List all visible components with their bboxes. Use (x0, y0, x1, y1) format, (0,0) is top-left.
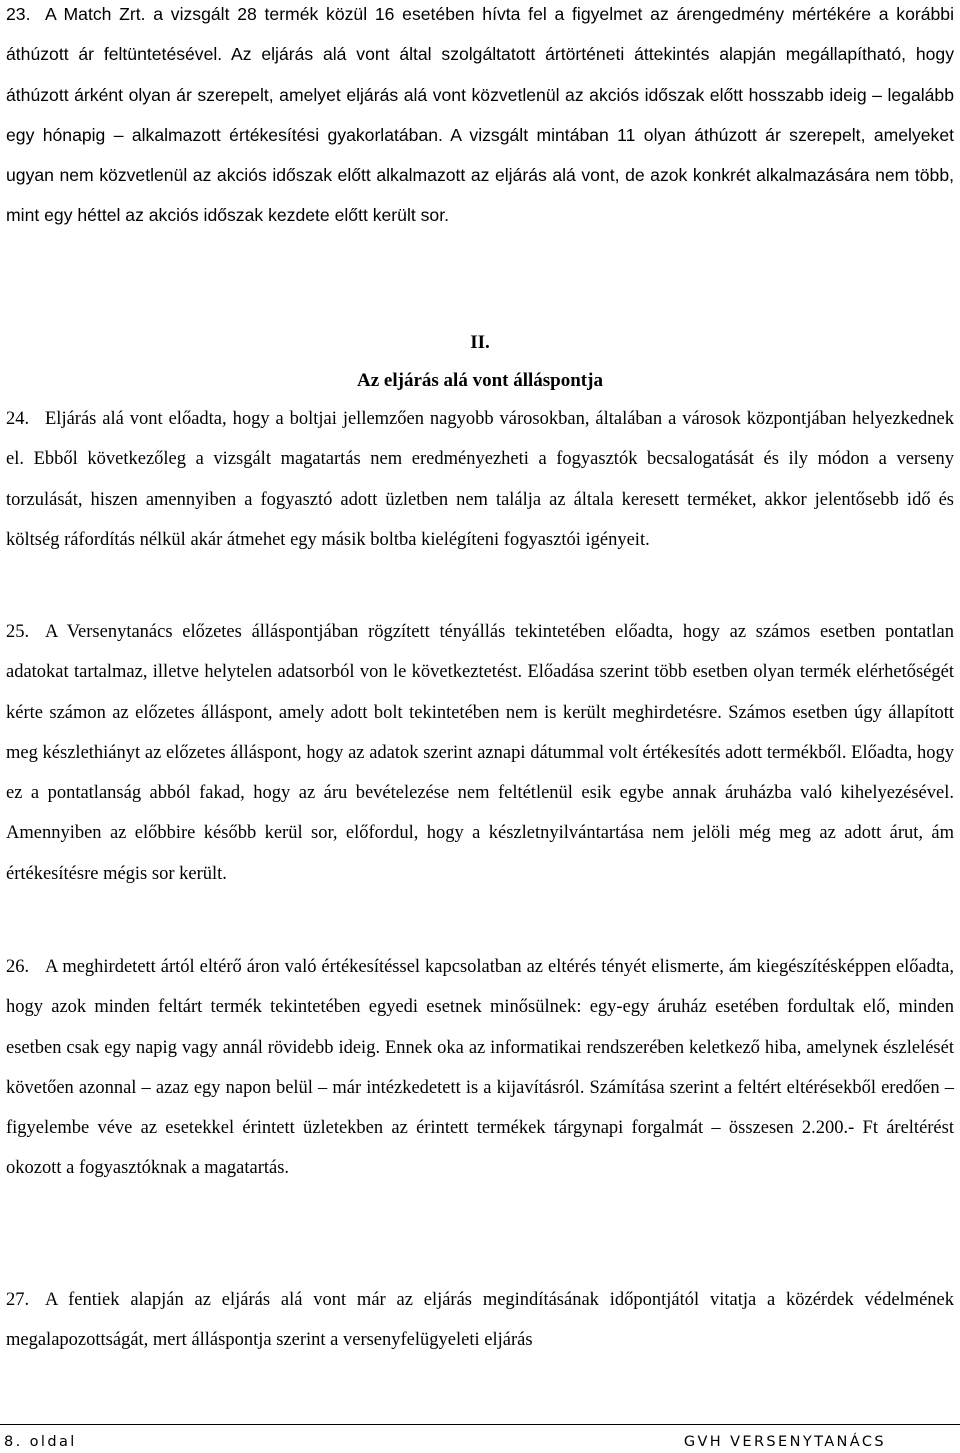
paragraph-number: 27. (6, 1290, 30, 1310)
paragraph-number: 26. (6, 957, 30, 977)
footer-organization: GVH VERSENYTANÁCS (683, 1434, 886, 1450)
paragraph-text: Eljárás alá vont előadta, hogy a boltjai jellemzően nagyobb városokban, általában a városok központjában helyezkednek el. Ebből következőleg a vizsgált magatartás nem eredményezheti a fogyasztók becsalogatását és ily módon a verseny torzulását, hiszen amennyiben a fogyasztó adott üzletben nem találja az általa keresett terméket, akkor jelentősebb idő és költség ráfordítás nélkül akár átmehet egy másik boltba kielégíteni fogyasztói igényeit. (6, 409, 954, 550)
paragraph-number: 23. (6, 4, 31, 24)
paragraph-text: A meghirdetett ártól eltérő áron való értékesítéssel kapcsolatban az eltérés tényét elismerte, ám kiegészítésképpen előadta, hogy azok minden feltárt termék tekintetében egyedi esetnek minősülnek: egy-egy áruház esetében fordultak elő, minden esetben csak egy napig vagy annál rövidebb ideig. Ennek oka az informatikai rendszerében keletkező hiba, amelynek észlelését követően azonnal – azaz egy napon belül – már intézkedetett is a kijavításról. Számítása szerint a feltért eltérésekből eredően – figyelembe véve az esetekkel érintett üzletekben az érintett termékek tárgynapi forgalmát – összesen 2.200.- Ft áreltérést okozott a fogyasztóknak a magatartás. (6, 957, 954, 1179)
paragraph-number: 24. (6, 409, 30, 429)
paragraph-text: A Versenytanács előzetes álláspontjában rögzített tényállás tekintetében előadta, hogy az számos esetben pontatlan adatokat tartalmaz, illetve helytelen adatsorból von le következtetést. Előadása szerint több esetben olyan termék elérhetőségét kérte számon az előzetes álláspont, amely adott bolt tekintetében nem is került meghirdetésre. Számos esetben úgy állapított meg készlethiányt az előzetes álláspont, hogy az adatok szerint aznapi dátummal volt értékesítés adott termékből. Előadta, hogy ez a pontatlanság abból fakad, hogy az áru bevételezése nem feltétlenül esik egybe annak áruházba való kihelyezésével. Amennyiben az előbbire később kerül sor, előfordul, hogy a készletnyilvántartása nem jelöli még meg az adott árut, ám értékesítésre mégis sor került. (6, 622, 954, 884)
paragraph-number: 25. (6, 622, 30, 642)
paragraph-23 (6, 0, 954, 236)
paragraph-24 (6, 399, 954, 560)
paragraph-text: A fentiek alapján az eljárás alá vont már az eljárás megindításának időpontjától vitatja a közérdek védelmének megalapozottságát, mert álláspontja szerint a versenyfelügyeleti eljárás (6, 1290, 954, 1351)
paragraph-text: A Match Zrt. a vizsgált 28 termék közül 16 esetében hívta fel a figyelmet az árengedmény mértékére a korábbi áthúzott ár feltüntetésével. Az eljárás alá vont által szolgáltatott ártörténeti áttekintés alapján megállapítható, hogy áthúzott árként olyan ár szerepelt, amelyet eljárás alá vont közvetlenül az akciós időszak előtt hosszabb ideig – legalább egy hónapig – alkalmazott értékesítési gyakorlatában. A vizsgált mintában 11 olyan áthúzott ár szerepelt, amelyeket ugyan nem közvetlenül az akciós időszak előtt alkalmazott az eljárás alá vont, de azok konkrét alkalmazására nem több, mint egy héttel az akciós időszak kezdete előtt került sor. (6, 4, 954, 226)
paragraph-27 (6, 1280, 954, 1361)
section-number: II. (470, 332, 490, 353)
footer-page-number: 8. oldal (4, 1434, 77, 1450)
section-title: Az eljárás alá vont álláspontja (357, 370, 603, 391)
paragraph-26 (6, 947, 954, 1189)
paragraph-25 (6, 612, 954, 894)
footer-divider (0, 1424, 960, 1425)
